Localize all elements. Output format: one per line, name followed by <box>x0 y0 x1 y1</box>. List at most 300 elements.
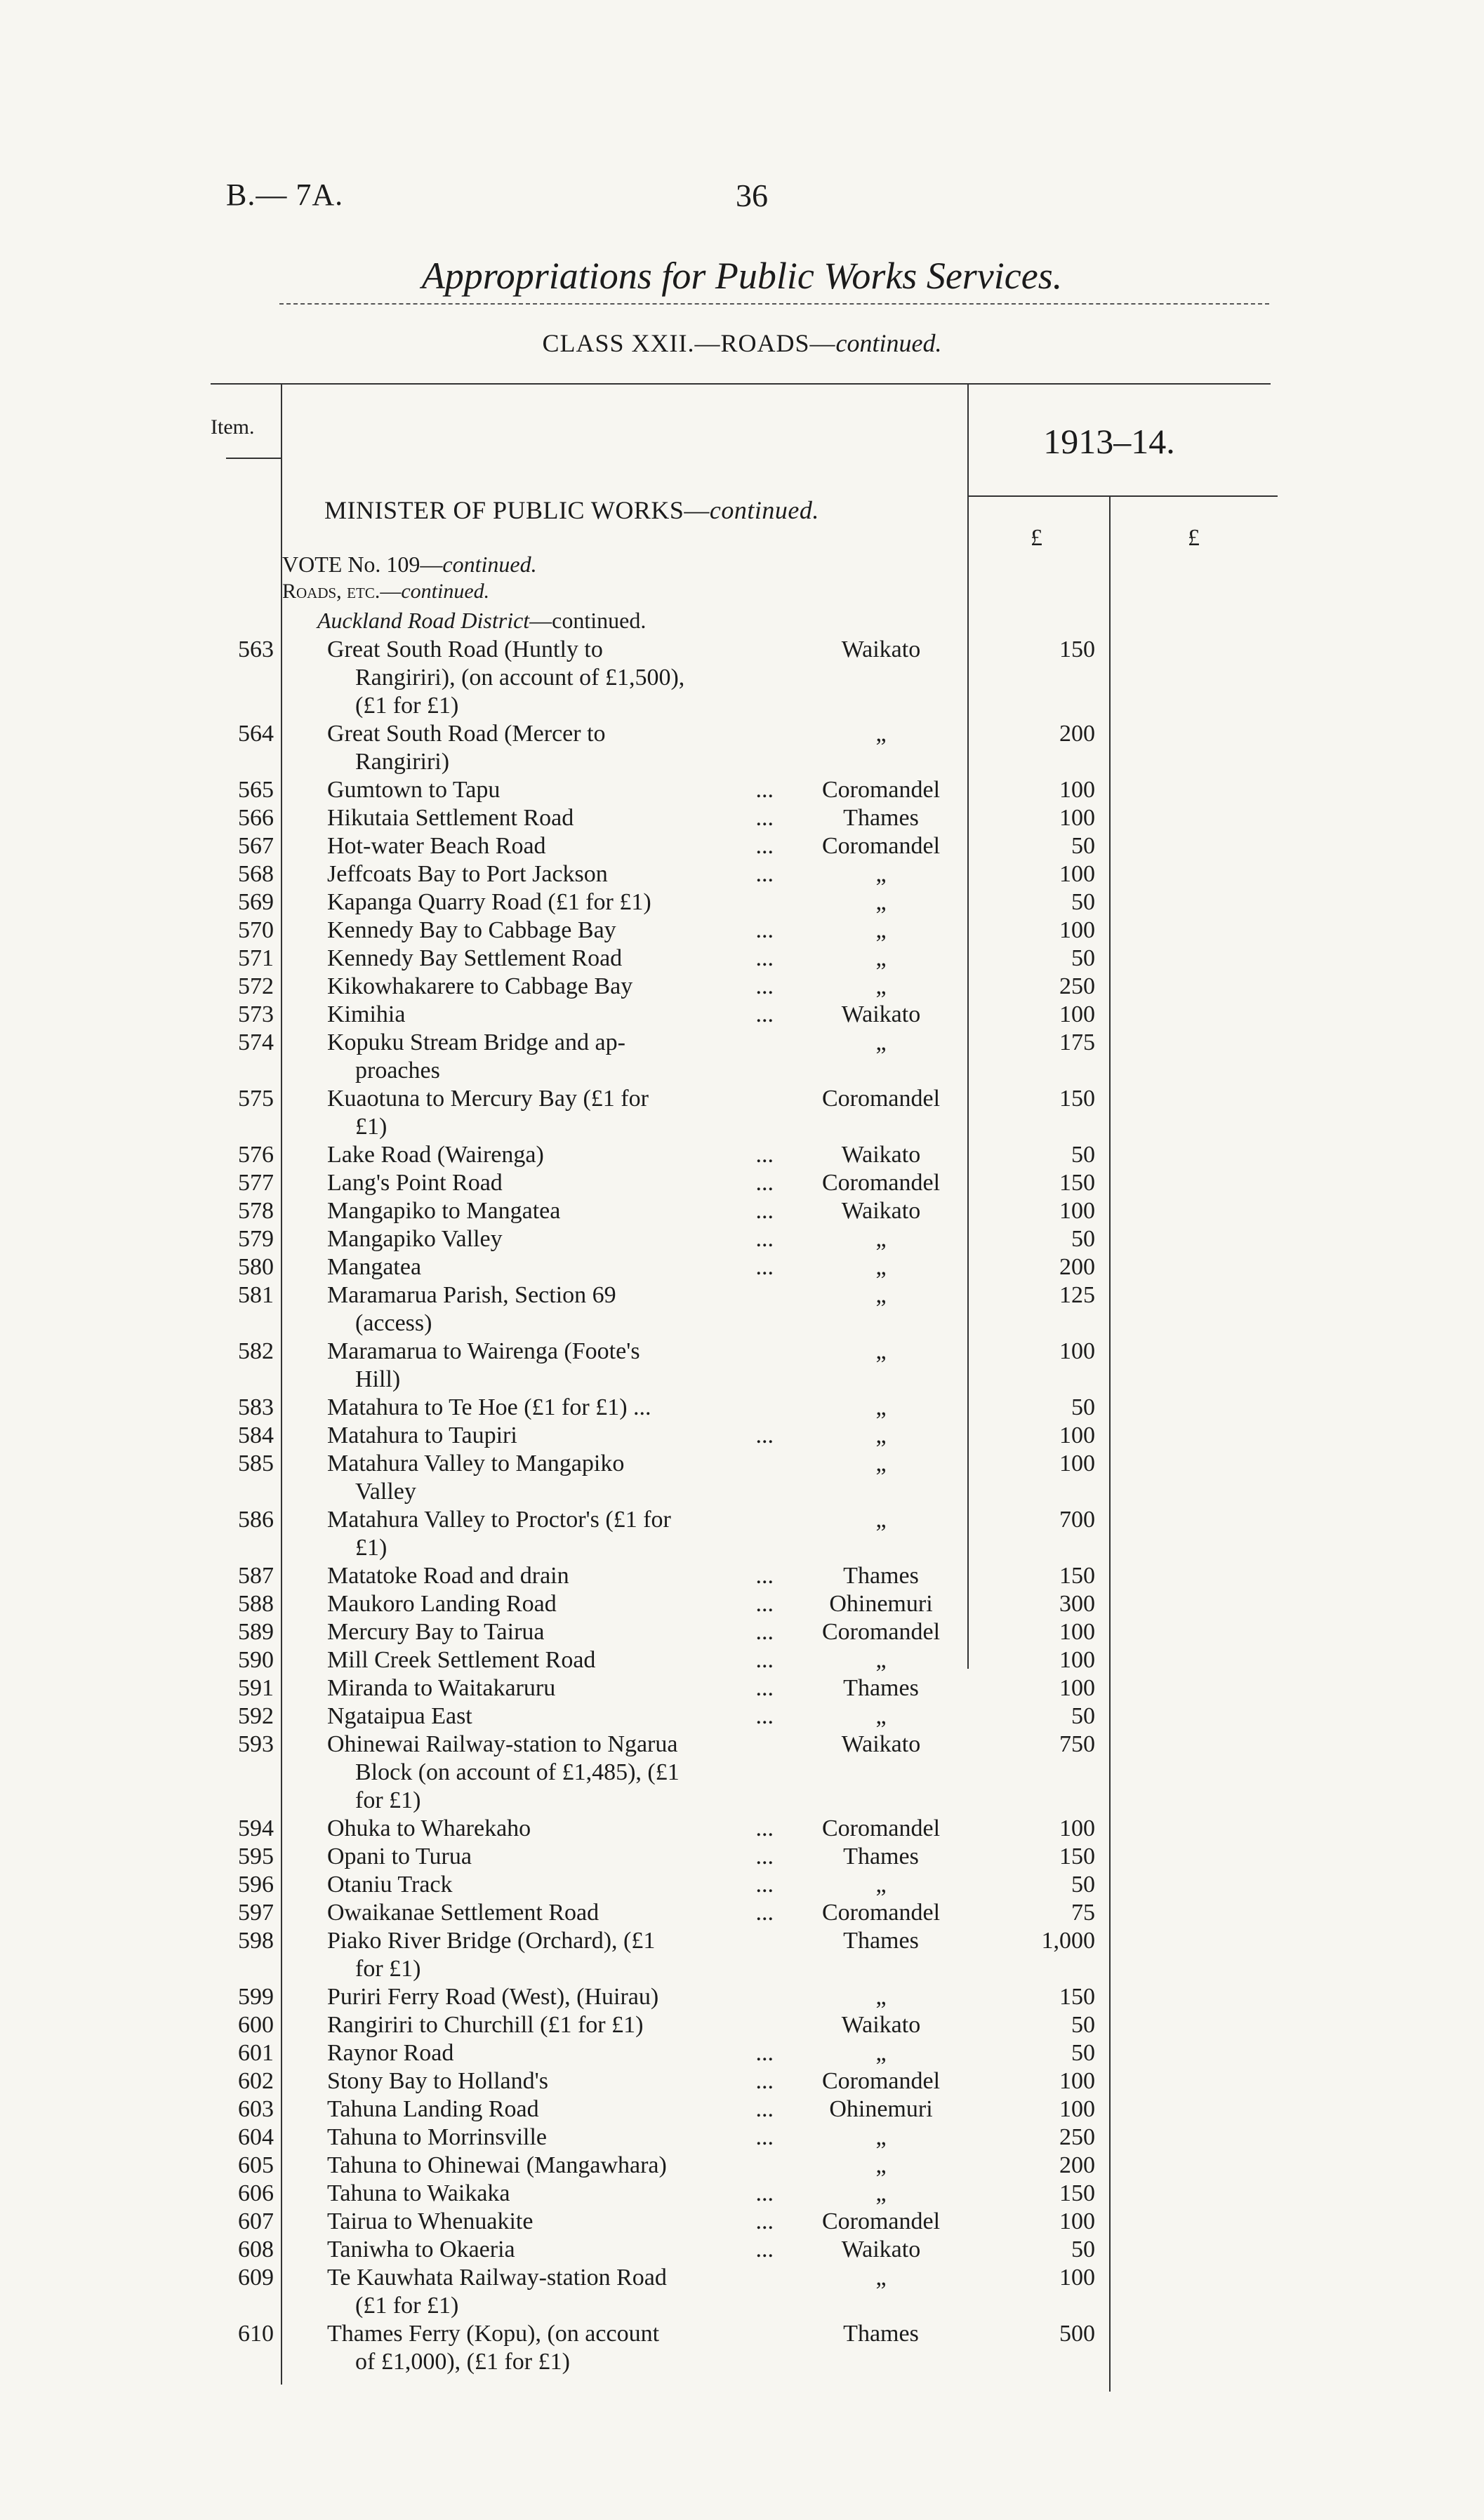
item-number: 564 <box>238 721 274 747</box>
item-description <box>327 1422 776 1450</box>
leader-dots: ... <box>755 805 774 831</box>
amount: 500 <box>1059 2321 1095 2347</box>
description-line: Matatoke Road and drain <box>327 1563 569 1589</box>
description-line: Raynor Road <box>327 2040 454 2066</box>
table-row <box>0 720 1484 776</box>
item-number: 583 <box>238 1394 274 1420</box>
amount: 750 <box>1059 1731 1095 1757</box>
item-number: 568 <box>238 861 274 887</box>
item-description <box>327 1281 776 1338</box>
item-description <box>327 2236 776 2264</box>
leader-dots: ... <box>755 1619 774 1645</box>
electoral-district: Waikato <box>841 1001 921 1027</box>
class-heading-continued: continued. <box>835 329 942 357</box>
leader-dots: ... <box>755 2068 774 2094</box>
document-reference: B.— 7A. <box>226 178 344 212</box>
description-line: Valley <box>355 1479 416 1505</box>
electoral-district: Coromandel <box>821 1815 941 1841</box>
description-line: £1) <box>355 1535 387 1561</box>
description-line: Hot-water Beach Road <box>327 833 546 859</box>
item-description <box>327 1843 776 1871</box>
table-top-rule <box>211 383 1271 385</box>
item-number: 577 <box>238 1170 274 1196</box>
item-number: 592 <box>238 1703 274 1729</box>
description-line: Taniwha to Okaeria <box>327 2236 515 2262</box>
description-line: Hikutaia Settlement Road <box>327 805 574 831</box>
electoral-district: Waikato <box>841 2236 921 2262</box>
electoral-district: „ <box>875 1872 887 1898</box>
description-line: Block (on account of £1,485), (£1 <box>355 1759 680 1785</box>
table-row <box>0 2011 1484 2039</box>
leader-dots: ... <box>755 777 774 803</box>
amount: 150 <box>1059 1984 1095 2010</box>
table-row <box>0 1450 1484 1506</box>
table-row <box>0 2067 1484 2095</box>
electoral-district: Thames <box>843 1675 919 1701</box>
amount: 50 <box>1071 2012 1095 2038</box>
description-line: Te Kauwhata Railway-station Road <box>327 2265 667 2291</box>
item-description <box>327 1871 776 1899</box>
leader-dots: ... <box>755 1647 774 1673</box>
amount: 700 <box>1059 1507 1095 1533</box>
electoral-district: Coromandel <box>821 1619 941 1645</box>
table-row <box>0 2124 1484 2152</box>
electoral-district: Thames <box>843 1563 919 1589</box>
item-number: 566 <box>238 805 274 831</box>
item-header-underline <box>226 458 281 459</box>
electoral-district: „ <box>875 1282 887 1308</box>
item-description <box>327 2264 776 2320</box>
item-number: 574 <box>238 1029 274 1055</box>
item-description <box>327 1674 776 1702</box>
electoral-district: „ <box>875 1451 887 1476</box>
table-row <box>0 776 1484 804</box>
page-number: 36 <box>736 178 768 213</box>
amount: 100 <box>1059 1422 1095 1448</box>
amount: 50 <box>1071 833 1095 859</box>
vote-heading-continued: continued. <box>442 552 537 577</box>
item-number: 606 <box>238 2180 274 2206</box>
electoral-district: „ <box>875 2265 887 2291</box>
item-description <box>327 2039 776 2067</box>
amount: 50 <box>1071 1394 1095 1420</box>
item-number: 604 <box>238 2124 274 2150</box>
amount: 100 <box>1059 917 1095 943</box>
item-number: 602 <box>238 2068 274 2094</box>
leader-dots: ... <box>755 2040 774 2066</box>
year-column-header: 1913–14. <box>1043 422 1175 461</box>
amount: 150 <box>1059 636 1095 662</box>
leader-dots: ... <box>755 1254 774 1280</box>
amount: 50 <box>1071 1226 1095 1252</box>
leader-dots: ... <box>755 2124 774 2150</box>
description-line: Tahuna to Morrinsville <box>327 2124 548 2150</box>
item-description <box>327 1815 776 1843</box>
amount: 50 <box>1071 2236 1095 2262</box>
electoral-district: Ohinemuri <box>829 2096 933 2122</box>
electoral-district: Coromandel <box>821 2068 941 2094</box>
table-row <box>0 1225 1484 1253</box>
table-row <box>0 860 1484 888</box>
table-row <box>0 1731 1484 1815</box>
item-number: 609 <box>238 2265 274 2291</box>
table-row <box>0 945 1484 973</box>
description-line: Opani to Turua <box>327 1844 472 1869</box>
table-row <box>0 832 1484 860</box>
table-row <box>0 2039 1484 2067</box>
item-number: 608 <box>238 2236 274 2262</box>
amount: 200 <box>1059 2152 1095 2178</box>
table-row <box>0 1646 1484 1674</box>
table-row <box>0 1422 1484 1450</box>
leader-dots: ... <box>755 861 774 887</box>
item-description <box>327 1983 776 2011</box>
item-column-header: Item. <box>211 415 255 439</box>
amount: 150 <box>1059 1844 1095 1869</box>
table-row <box>0 2180 1484 2208</box>
item-description <box>327 1702 776 1731</box>
leader-dots: ... <box>755 1675 774 1701</box>
item-description <box>327 1085 776 1141</box>
table-row <box>0 2152 1484 2180</box>
table-row <box>0 1197 1484 1225</box>
table-row <box>0 1702 1484 1731</box>
leader-dots: ... <box>755 1001 774 1027</box>
item-number: 569 <box>238 889 274 915</box>
item-number: 586 <box>238 1507 274 1533</box>
amount: 100 <box>1059 1338 1095 1364</box>
amount: 150 <box>1059 1563 1095 1589</box>
item-number: 580 <box>238 1254 274 1280</box>
amount: 100 <box>1059 1451 1095 1476</box>
table-row <box>0 888 1484 916</box>
electoral-district: „ <box>875 1703 887 1729</box>
item-number: 567 <box>238 833 274 859</box>
item-description <box>327 2180 776 2208</box>
item-description <box>327 888 776 916</box>
description-line: Hill) <box>355 1366 401 1392</box>
amount: 150 <box>1059 2180 1095 2206</box>
description-line: Kennedy Bay to Cabbage Bay <box>327 917 616 943</box>
description-line: Lake Road (Wairenga) <box>327 1142 544 1168</box>
electoral-district: „ <box>875 1226 887 1252</box>
electoral-district: „ <box>875 1254 887 1280</box>
description-line: proaches <box>355 1058 440 1084</box>
table-row <box>0 1141 1484 1169</box>
table-row <box>0 1899 1484 1927</box>
item-number: 598 <box>238 1928 274 1954</box>
electoral-district: Thames <box>843 805 919 831</box>
description-line: Mercury Bay to Tairua <box>327 1619 545 1645</box>
electoral-district: Waikato <box>841 1142 921 1168</box>
item-number: 578 <box>238 1198 274 1224</box>
table-row <box>0 1618 1484 1646</box>
item-description <box>327 1029 776 1085</box>
electoral-district: Coromandel <box>821 1086 941 1112</box>
table-row <box>0 2264 1484 2320</box>
table-row <box>0 1506 1484 1562</box>
item-number: 563 <box>238 636 274 662</box>
amount: 175 <box>1059 1029 1095 1055</box>
item-number: 605 <box>238 2152 274 2178</box>
description-line: Gumtown to Tapu <box>327 777 501 803</box>
amount: 250 <box>1059 2124 1095 2150</box>
description-line: Miranda to Waitakaruru <box>327 1675 556 1701</box>
description-line: Ngataipua East <box>327 1703 472 1729</box>
year-underline <box>969 495 1278 497</box>
description-line: Maramarua to Wairenga (Foote's <box>327 1338 640 1364</box>
description-line: Mangapiko Valley <box>327 1226 503 1252</box>
electoral-district: „ <box>875 1507 887 1533</box>
electoral-district: „ <box>875 1984 887 2010</box>
leader-dots: ... <box>755 1815 774 1841</box>
table-row <box>0 1674 1484 1702</box>
amount: 250 <box>1059 973 1095 999</box>
electoral-district: Coromandel <box>821 777 941 803</box>
amount: 200 <box>1059 1254 1095 1280</box>
item-description <box>327 1197 776 1225</box>
item-description <box>327 2320 776 2376</box>
electoral-district: Coromandel <box>821 1170 941 1196</box>
description-line: Otaniu Track <box>327 1872 453 1898</box>
description-line: Maukoro Landing Road <box>327 1591 557 1617</box>
table-row <box>0 2236 1484 2264</box>
table-row <box>0 1843 1484 1871</box>
amount: 100 <box>1059 2068 1095 2094</box>
table-row <box>0 1815 1484 1843</box>
leader-dots: ... <box>755 2208 774 2234</box>
item-description <box>327 804 776 832</box>
description-line: Ohuka to Wharekaho <box>327 1815 531 1841</box>
minister-heading-continued: continued. <box>709 496 819 524</box>
amount: 150 <box>1059 1086 1095 1112</box>
leader-dots: ... <box>755 945 774 971</box>
table-row <box>0 1001 1484 1029</box>
table-row <box>0 2320 1484 2376</box>
description-line: Stony Bay to Holland's <box>327 2068 548 2094</box>
electoral-district: Ohinemuri <box>829 1591 933 1617</box>
table-row <box>0 1590 1484 1618</box>
table-row <box>0 636 1484 720</box>
description-line: for £1) <box>355 1956 421 1982</box>
description-line: (£1 for £1) <box>355 2293 459 2319</box>
electoral-district: „ <box>875 1647 887 1673</box>
description-line: Rangiriri), (on account of £1,500), <box>355 665 685 691</box>
description-line: Kennedy Bay Settlement Road <box>327 945 623 971</box>
description-line: Mill Creek Settlement Road <box>327 1647 596 1673</box>
item-description <box>327 1506 776 1562</box>
description-line: Kimihia <box>327 1001 406 1027</box>
electoral-district: „ <box>875 2040 887 2066</box>
leader-dots: ... <box>755 973 774 999</box>
table-row <box>0 1338 1484 1394</box>
amount: 1,000 <box>1041 1928 1095 1954</box>
description-line: Lang's Point Road <box>327 1170 503 1196</box>
roads-heading-text: Roads, etc.— <box>282 580 402 603</box>
description-line: (access) <box>355 1310 432 1336</box>
item-number: 590 <box>238 1647 274 1673</box>
description-line: Matahura Valley to Proctor's (£1 for <box>327 1507 671 1533</box>
description-line: Jeffcoats Bay to Port Jackson <box>327 861 608 887</box>
item-number: 573 <box>238 1001 274 1027</box>
amount: 100 <box>1059 1198 1095 1224</box>
amount: 300 <box>1059 1591 1095 1617</box>
item-number: 601 <box>238 2040 274 2066</box>
table-row <box>0 1029 1484 1085</box>
description-line: Matahura to Taupiri <box>327 1422 517 1448</box>
leader-dots: ... <box>755 1142 774 1168</box>
amount: 100 <box>1059 1647 1095 1673</box>
item-number: 597 <box>238 1900 274 1926</box>
table-row <box>0 2095 1484 2124</box>
table-row <box>0 1983 1484 2011</box>
pound-sign-left: £ <box>1031 525 1042 551</box>
item-description <box>327 1618 776 1646</box>
item-number: 603 <box>238 2096 274 2122</box>
electoral-district: „ <box>875 1394 887 1420</box>
leader-dots: ... <box>755 1563 774 1589</box>
leader-dots: ... <box>755 1900 774 1926</box>
leader-dots: ... <box>755 1703 774 1729</box>
item-description <box>327 1394 776 1422</box>
item-description <box>327 2152 776 2180</box>
item-description <box>327 776 776 804</box>
item-number: 582 <box>238 1338 274 1364</box>
item-number: 594 <box>238 1815 274 1841</box>
item-description <box>327 973 776 1001</box>
table-row <box>0 1394 1484 1422</box>
district-heading <box>317 608 646 634</box>
electoral-district: „ <box>875 721 887 747</box>
electoral-district: Waikato <box>841 1198 921 1224</box>
item-description <box>327 1899 776 1927</box>
amount: 100 <box>1059 805 1095 831</box>
item-description <box>327 1225 776 1253</box>
item-description <box>327 2208 776 2236</box>
electoral-district: „ <box>875 1029 887 1055</box>
page-title: Appropriations for Public Works Services. <box>421 255 1063 297</box>
pound-sign-right: £ <box>1188 525 1200 551</box>
description-line: Puriri Ferry Road (West), (Huirau) <box>327 1984 659 2010</box>
electoral-district: „ <box>875 861 887 887</box>
item-description <box>327 2124 776 2152</box>
electoral-district: Waikato <box>841 2012 921 2038</box>
electoral-district: „ <box>875 2152 887 2178</box>
description-line: Tahuna to Waikaka <box>327 2180 510 2206</box>
amount: 100 <box>1059 1815 1095 1841</box>
description-line: Mangatea <box>327 1254 422 1280</box>
electoral-district: „ <box>875 2180 887 2206</box>
amount: 100 <box>1059 2208 1095 2234</box>
description-line: Great South Road (Mercer to <box>327 721 606 747</box>
leader-dots: ... <box>755 917 774 943</box>
description-line: Matahura Valley to Mangapiko <box>327 1451 625 1476</box>
electoral-district: „ <box>875 1422 887 1448</box>
description-line: Owaikanae Settlement Road <box>327 1900 599 1926</box>
amount: 100 <box>1059 2096 1095 2122</box>
leader-dots: ... <box>755 1422 774 1448</box>
amount: 100 <box>1059 1619 1095 1645</box>
amount: 50 <box>1071 1703 1095 1729</box>
item-number: 575 <box>238 1086 274 1112</box>
description-line: Tairua to Whenuakite <box>327 2208 534 2234</box>
item-number: 610 <box>238 2321 274 2347</box>
leader-dots: ... <box>755 2236 774 2262</box>
amount: 100 <box>1059 1675 1095 1701</box>
amount: 50 <box>1071 1872 1095 1898</box>
leader-dots: ... <box>755 1226 774 1252</box>
amount: 150 <box>1059 1170 1095 1196</box>
description-line: Kuaotuna to Mercury Bay (£1 for <box>327 1086 649 1112</box>
amount: 75 <box>1071 1900 1095 1926</box>
table-row <box>0 1871 1484 1899</box>
amount: 100 <box>1059 777 1095 803</box>
description-line: Kikowhakarere to Cabbage Bay <box>327 973 633 999</box>
item-number: 589 <box>238 1619 274 1645</box>
item-number: 585 <box>238 1451 274 1476</box>
amount: 50 <box>1071 2040 1095 2066</box>
item-number: 579 <box>238 1226 274 1252</box>
minister-heading <box>324 495 819 525</box>
item-description <box>327 1338 776 1394</box>
item-description <box>327 1590 776 1618</box>
electoral-district: Thames <box>843 2321 919 2347</box>
leader-dots: ... <box>755 1198 774 1224</box>
title-divider <box>279 303 1269 305</box>
description-line: Rangiriri to Churchill (£1 for £1) <box>327 2012 644 2038</box>
electoral-district: Thames <box>843 1928 919 1954</box>
item-number: 584 <box>238 1422 274 1448</box>
item-description <box>327 1562 776 1590</box>
description-line: Matahura to Te Hoe (£1 for £1) ... <box>327 1394 651 1420</box>
table-row <box>0 1253 1484 1281</box>
electoral-district: „ <box>875 917 887 943</box>
minister-heading-text: MINISTER OF PUBLIC WORKS— <box>324 496 710 524</box>
leader-dots: ... <box>755 2096 774 2122</box>
leader-dots: ... <box>755 2180 774 2206</box>
leader-dots: ... <box>755 833 774 859</box>
item-number: 600 <box>238 2012 274 2038</box>
item-description <box>327 720 776 776</box>
description-line: Great South Road (Huntly to <box>327 636 603 662</box>
item-number: 599 <box>238 1984 274 2010</box>
amount: 50 <box>1071 945 1095 971</box>
description-line: £1) <box>355 1114 387 1140</box>
description-line: (£1 for £1) <box>355 693 459 719</box>
description-line: Kapanga Quarry Road (£1 for £1) <box>327 889 651 915</box>
electoral-district: Coromandel <box>821 1900 941 1926</box>
item-number: 572 <box>238 973 274 999</box>
item-number: 565 <box>238 777 274 803</box>
amount: 50 <box>1071 889 1095 915</box>
item-description <box>327 1927 776 1983</box>
description-line: Rangiriri) <box>355 749 450 775</box>
class-heading <box>0 328 1484 358</box>
item-description <box>327 1253 776 1281</box>
item-number: 570 <box>238 917 274 943</box>
item-description <box>327 2095 776 2124</box>
amount: 100 <box>1059 2265 1095 2291</box>
table-row <box>0 1927 1484 1983</box>
item-description <box>327 1731 776 1815</box>
table-row <box>0 973 1484 1001</box>
description-line: Ohinewai Railway-station to Ngarua <box>327 1731 678 1757</box>
item-number: 595 <box>238 1844 274 1869</box>
description-line: Tahuna to Ohinewai (Mangawhara) <box>327 2152 667 2178</box>
item-number: 588 <box>238 1591 274 1617</box>
item-number: 581 <box>238 1282 274 1308</box>
amount: 50 <box>1071 1142 1095 1168</box>
